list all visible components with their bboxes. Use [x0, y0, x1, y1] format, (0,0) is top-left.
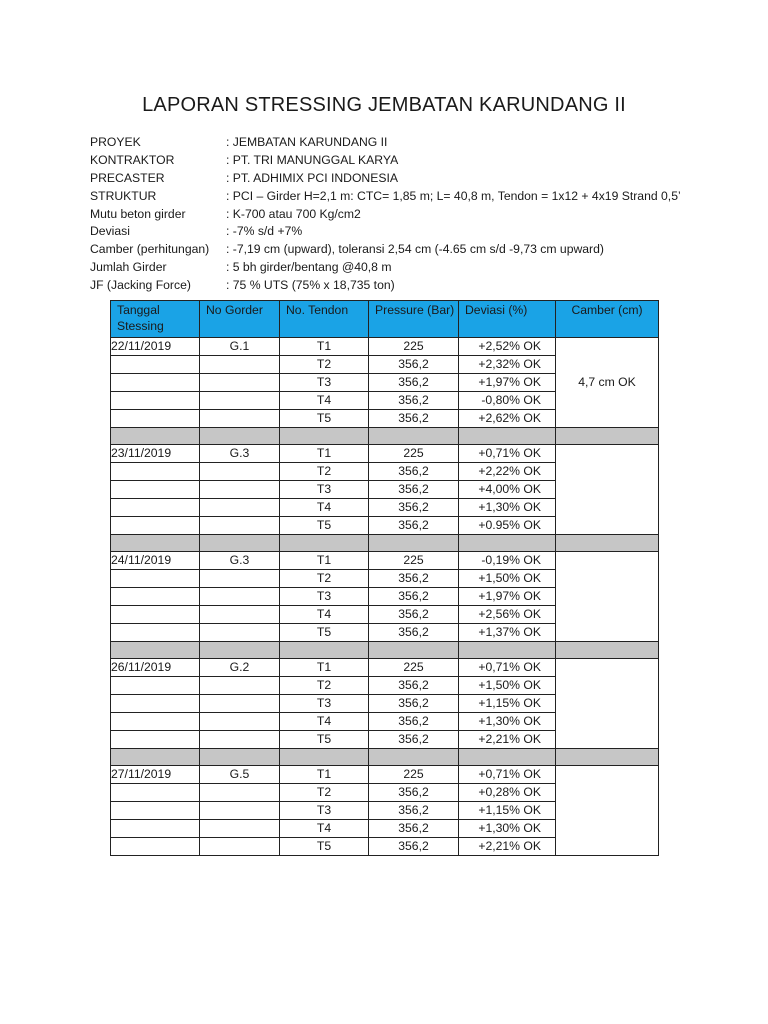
- separator-cell: [280, 749, 369, 766]
- deviation-cell: +0,28% OK: [459, 784, 556, 802]
- report-title: LAPORAN STRESSING JEMBATAN KARUNDANG II: [142, 94, 626, 116]
- gorder-cell: [200, 820, 280, 838]
- date-cell: [111, 624, 200, 642]
- date-cell: [111, 802, 200, 820]
- deviation-cell: +1,37% OK: [459, 624, 556, 642]
- gorder-cell: [200, 463, 280, 481]
- date-cell: 27/11/2019: [111, 766, 200, 784]
- deviation-cell: -0,80% OK: [459, 392, 556, 410]
- tendon-cell: T1: [280, 338, 369, 356]
- tendon-cell: T2: [280, 784, 369, 802]
- pressure-cell: 356,2: [369, 731, 459, 749]
- pressure-cell: 225: [369, 445, 459, 463]
- gorder-cell: G.5: [200, 766, 280, 784]
- tendon-cell: T3: [280, 374, 369, 392]
- tendon-cell: T5: [280, 410, 369, 428]
- deviation-cell: +0.95% OK: [459, 517, 556, 535]
- deviation-cell: +2,56% OK: [459, 606, 556, 624]
- deviation-cell: +1,50% OK: [459, 677, 556, 695]
- gorder-cell: [200, 731, 280, 749]
- separator-row: [111, 642, 659, 659]
- pressure-cell: 356,2: [369, 356, 459, 374]
- header-tendon: No. Tendon: [280, 301, 369, 338]
- gorder-cell: [200, 410, 280, 428]
- tendon-cell: T3: [280, 695, 369, 713]
- info-row-kontraktor: [90, 152, 681, 170]
- info-row-precaster: [90, 170, 681, 188]
- deviation-cell: +0,71% OK: [459, 659, 556, 677]
- table-row: [111, 552, 659, 570]
- gorder-cell: [200, 392, 280, 410]
- separator-cell: [280, 535, 369, 552]
- info-label: Deviasi: [90, 224, 130, 239]
- gorder-cell: [200, 481, 280, 499]
- separator-cell: [556, 642, 659, 659]
- gorder-cell: G.3: [200, 552, 280, 570]
- pressure-cell: 356,2: [369, 463, 459, 481]
- table-row: [111, 338, 659, 356]
- camber-cell: [556, 552, 659, 642]
- deviation-cell: +1,30% OK: [459, 499, 556, 517]
- tendon-cell: T4: [280, 392, 369, 410]
- info-label: Jumlah Girder: [90, 260, 167, 275]
- info-label: STRUKTUR: [90, 188, 157, 203]
- stressing-table: [110, 300, 659, 856]
- pressure-cell: 356,2: [369, 606, 459, 624]
- camber-cell: [556, 659, 659, 749]
- pressure-cell: 356,2: [369, 820, 459, 838]
- pressure-cell: 225: [369, 552, 459, 570]
- info-row-mutu-beton: [90, 206, 681, 224]
- separator-cell: [111, 535, 200, 552]
- separator-cell: [200, 535, 280, 552]
- deviation-cell: +1,30% OK: [459, 820, 556, 838]
- info-value: : PCI – Girder H=2,1 m: CTC= 1,85 m; L= 40,8 m, Tendon = 1x12 + 4x19 Strand 0,5’: [226, 188, 681, 203]
- gorder-cell: [200, 374, 280, 392]
- separator-cell: [200, 642, 280, 659]
- separator-cell: [200, 428, 280, 445]
- deviation-cell: +4,00% OK: [459, 481, 556, 499]
- deviation-cell: +0,71% OK: [459, 445, 556, 463]
- tendon-cell: T4: [280, 713, 369, 731]
- tendon-cell: T3: [280, 481, 369, 499]
- date-cell: 26/11/2019: [111, 659, 200, 677]
- pressure-cell: 356,2: [369, 802, 459, 820]
- deviation-cell: +2,52% OK: [459, 338, 556, 356]
- date-cell: [111, 356, 200, 374]
- date-cell: [111, 588, 200, 606]
- pressure-cell: 356,2: [369, 695, 459, 713]
- date-cell: [111, 392, 200, 410]
- tendon-cell: T1: [280, 552, 369, 570]
- tendon-cell: T3: [280, 802, 369, 820]
- info-value: : 75 % UTS (75% x 18,735 ton): [226, 278, 395, 293]
- separator-cell: [280, 642, 369, 659]
- separator-cell: [200, 749, 280, 766]
- info-value: : -7,19 cm (upward), toleransi 2,54 cm (-4.65 cm s/d -9,73 cm upward): [226, 242, 604, 257]
- separator-cell: [111, 428, 200, 445]
- deviation-cell: +2,21% OK: [459, 838, 556, 856]
- tendon-cell: T4: [280, 499, 369, 517]
- table-body: [111, 338, 659, 856]
- tendon-cell: T5: [280, 838, 369, 856]
- info-row-proyek: [90, 134, 681, 152]
- separator-cell: [459, 428, 556, 445]
- date-cell: [111, 695, 200, 713]
- tendon-cell: T2: [280, 463, 369, 481]
- separator-cell: [369, 642, 459, 659]
- gorder-cell: [200, 517, 280, 535]
- deviation-cell: +1,15% OK: [459, 695, 556, 713]
- pressure-cell: 356,2: [369, 392, 459, 410]
- info-row-struktur: [90, 188, 681, 206]
- pressure-cell: 225: [369, 338, 459, 356]
- camber-cell: 4,7 cm OK: [556, 338, 659, 428]
- date-cell: [111, 463, 200, 481]
- date-cell: 24/11/2019: [111, 552, 200, 570]
- date-cell: [111, 731, 200, 749]
- pressure-cell: 356,2: [369, 410, 459, 428]
- separator-cell: [556, 428, 659, 445]
- pressure-cell: 356,2: [369, 481, 459, 499]
- tendon-cell: T2: [280, 356, 369, 374]
- pressure-cell: 225: [369, 766, 459, 784]
- gorder-cell: [200, 356, 280, 374]
- tendon-cell: T1: [280, 659, 369, 677]
- date-cell: [111, 677, 200, 695]
- date-cell: [111, 499, 200, 517]
- deviation-cell: +1,50% OK: [459, 570, 556, 588]
- pressure-cell: 225: [369, 659, 459, 677]
- deviation-cell: +2,62% OK: [459, 410, 556, 428]
- tendon-cell: T5: [280, 624, 369, 642]
- gorder-cell: [200, 713, 280, 731]
- separator-cell: [369, 428, 459, 445]
- deviation-cell: +0,71% OK: [459, 766, 556, 784]
- tendon-cell: T2: [280, 677, 369, 695]
- info-value: : 5 bh girder/bentang @40,8 m: [226, 260, 392, 275]
- info-row-jumlah-girder: [90, 259, 681, 277]
- deviation-cell: +1,30% OK: [459, 713, 556, 731]
- info-label: Camber (perhitungan): [90, 242, 210, 257]
- separator-cell: [369, 749, 459, 766]
- info-value: : PT. TRI MANUNGGAL KARYA: [226, 152, 399, 167]
- tendon-cell: T1: [280, 445, 369, 463]
- tendon-cell: T5: [280, 731, 369, 749]
- separator-cell: [459, 535, 556, 552]
- table-row: [111, 766, 659, 784]
- date-cell: [111, 606, 200, 624]
- gorder-cell: [200, 570, 280, 588]
- deviation-cell: +2,22% OK: [459, 463, 556, 481]
- gorder-cell: [200, 499, 280, 517]
- separator-cell: [459, 642, 556, 659]
- date-cell: [111, 374, 200, 392]
- gorder-cell: [200, 588, 280, 606]
- camber-cell: [556, 445, 659, 535]
- pressure-cell: 356,2: [369, 374, 459, 392]
- separator-cell: [111, 642, 200, 659]
- separator-cell: [111, 749, 200, 766]
- info-label: Mutu beton girder: [90, 206, 186, 221]
- date-cell: [111, 838, 200, 856]
- info-label: PRECASTER: [90, 170, 165, 185]
- date-cell: [111, 713, 200, 731]
- tendon-cell: T1: [280, 766, 369, 784]
- deviation-cell: +1,97% OK: [459, 374, 556, 392]
- info-row-jacking-force: [90, 277, 681, 295]
- pressure-cell: 356,2: [369, 570, 459, 588]
- pressure-cell: 356,2: [369, 588, 459, 606]
- separator-cell: [556, 535, 659, 552]
- separator-cell: [459, 749, 556, 766]
- deviation-cell: +1,15% OK: [459, 802, 556, 820]
- info-label: JF (Jacking Force): [90, 278, 191, 293]
- separator-row: [111, 428, 659, 445]
- info-value: : -7% s/d +7%: [226, 224, 303, 239]
- gorder-cell: [200, 784, 280, 802]
- info-label: KONTRAKTOR: [90, 152, 175, 167]
- date-cell: [111, 570, 200, 588]
- header-date: Tanggal Stessing: [111, 301, 200, 338]
- deviation-cell: -0,19% OK: [459, 552, 556, 570]
- info-label: PROYEK: [90, 135, 141, 149]
- project-info: [90, 134, 681, 295]
- info-row-deviasi: [90, 223, 681, 241]
- separator-cell: [369, 535, 459, 552]
- gorder-cell: G.1: [200, 338, 280, 356]
- info-value: : PT. ADHIMIX PCI INDONESIA: [226, 170, 399, 185]
- date-cell: 23/11/2019: [111, 445, 200, 463]
- pressure-cell: 356,2: [369, 499, 459, 517]
- tendon-cell: T4: [280, 606, 369, 624]
- gorder-cell: [200, 624, 280, 642]
- pressure-cell: 356,2: [369, 624, 459, 642]
- pressure-cell: 356,2: [369, 838, 459, 856]
- header-deviation: Deviasi (%): [459, 301, 556, 338]
- date-cell: [111, 481, 200, 499]
- separator-row: [111, 749, 659, 766]
- separator-row: [111, 535, 659, 552]
- camber-cell: [556, 766, 659, 856]
- header-gorder: No Gorder: [200, 301, 280, 338]
- date-cell: 22/11/2019: [111, 338, 200, 356]
- gorder-cell: [200, 802, 280, 820]
- table-header-row: [111, 301, 659, 338]
- date-cell: [111, 820, 200, 838]
- date-cell: [111, 517, 200, 535]
- info-value: : K-700 atau 700 Kg/cm2: [226, 206, 361, 221]
- date-cell: [111, 784, 200, 802]
- info-value: : JEMBATAN KARUNDANG II: [226, 135, 388, 149]
- deviation-cell: +2,32% OK: [459, 356, 556, 374]
- gorder-cell: [200, 677, 280, 695]
- deviation-cell: +1,97% OK: [459, 588, 556, 606]
- tendon-cell: T2: [280, 570, 369, 588]
- header-pressure: Pressure (Bar): [369, 301, 459, 338]
- header-camber: Camber (cm): [556, 301, 659, 338]
- gorder-cell: [200, 838, 280, 856]
- pressure-cell: 356,2: [369, 517, 459, 535]
- gorder-cell: G.3: [200, 445, 280, 463]
- tendon-cell: T5: [280, 517, 369, 535]
- pressure-cell: 356,2: [369, 784, 459, 802]
- deviation-cell: +2,21% OK: [459, 731, 556, 749]
- tendon-cell: T3: [280, 588, 369, 606]
- gorder-cell: [200, 606, 280, 624]
- separator-cell: [556, 749, 659, 766]
- pressure-cell: 356,2: [369, 713, 459, 731]
- pressure-cell: 356,2: [369, 677, 459, 695]
- gorder-cell: [200, 695, 280, 713]
- table-row: [111, 445, 659, 463]
- tendon-cell: T4: [280, 820, 369, 838]
- gorder-cell: G.2: [200, 659, 280, 677]
- table-row: [111, 659, 659, 677]
- info-row-camber: [90, 241, 681, 259]
- date-cell: [111, 410, 200, 428]
- separator-cell: [280, 428, 369, 445]
